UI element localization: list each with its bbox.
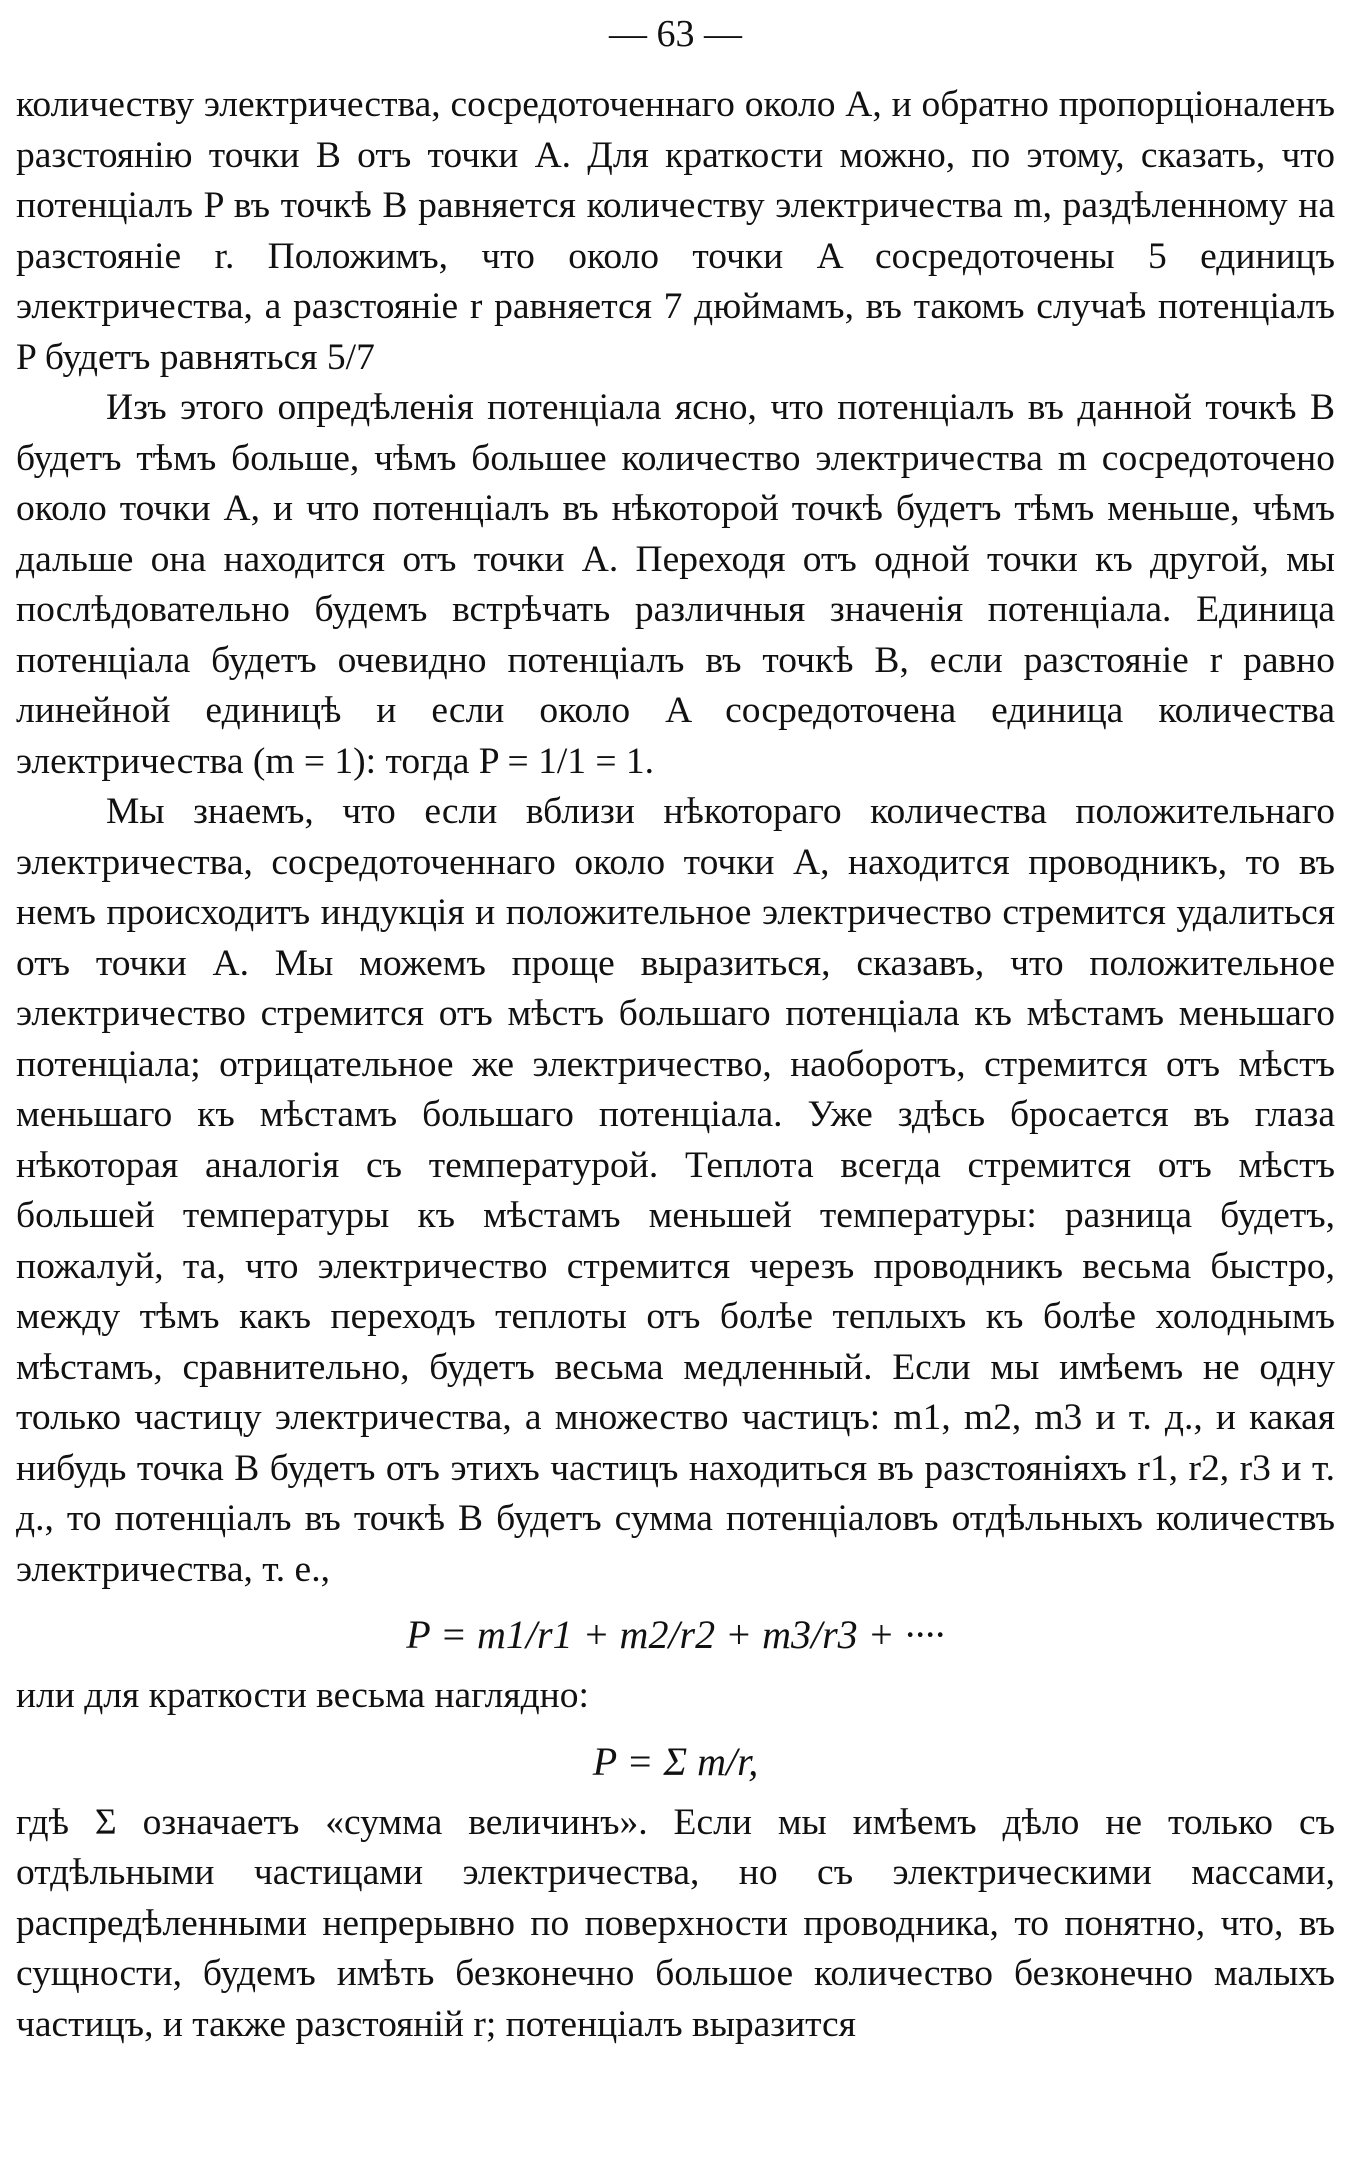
paragraph-4: или для краткости весьма наглядно: (16, 1675, 589, 1716)
formula-potential-sum: P = m1/r1 + m2/r2 + m3/r3 + ···· (406, 1612, 945, 1657)
paragraph-1: количеству электричества, сосредоточеннаго около A, и обратно пропорціоналенъ разстоянію точки B отъ точки A. Для краткости можно, по этому, сказать, что потенціалъ P въ точкѣ B равняется количеству электричества m, раздѣленному на разстояніе r. Положимъ, что около точки A сосредоточены 5 единицъ электричества, а разстояніе r равняется 7 дюймамъ, въ такомъ случаѣ потенціалъ P будетъ равняться 5/7 (16, 84, 1335, 378)
formula-sigma: P = Σ m/r, (592, 1738, 759, 1784)
paragraph-3: Мы знаемъ, что если вблизи нѣкотораго количества положительнаго электричества, сосредоточеннаго около точки A, находится проводникъ, то въ немъ происходитъ индукція и положительное электричество стремится удалиться отъ точки A. Мы можемъ проще выразиться, сказавъ, что положительное электричество стремится отъ мѣстъ большаго потенціала къ мѣстамъ меньшаго потенціала; отрицательное же электричество, наоборотъ, стремится отъ мѣстъ меньшаго къ мѣстамъ большаго потенціала. Уже здѣсь бросается въ глаза нѣкоторая аналогія съ температурой. Теплота всегда стремится отъ мѣстъ большей температуры къ мѣстамъ меньшей температуры: разница будетъ, пожалуй, та, что электричество стремится черезъ проводникъ весьма быстро, между тѣмъ какъ переходъ теплоты отъ болѣе теплыхъ къ болѣе холоднымъ мѣстамъ, сравнительно, будетъ весьма медленный. Если мы имѣемъ не одну только частицу электричества, а множество частицъ: m1, m2, m3 и т. д., и какая нибудь точка B будетъ отъ этихъ частицъ находиться въ разстояніяхъ r1, r2, r3 и т. д., то потенціалъ въ точкѣ B будетъ сумма потенціаловъ отдѣльныхъ количествъ электричества, т. е., (16, 791, 1335, 1590)
paragraph-5: гдѣ Σ означаетъ «сумма величинъ». Если мы имѣемъ дѣло не только съ отдѣльными частицами электричества, но съ электрическими массами, распредѣленными непрерывно по поверхности проводника, то понятно, что, въ сущности, будемъ имѣть безконечно большое количество безконечно малыхъ частицъ, и также разстояній r; потенціалъ выразится (16, 1801, 1335, 2045)
page-number: — 63 — (609, 13, 742, 55)
paragraph-2: Изъ этого опредѣленія потенціала ясно, что потенціалъ въ данной точкѣ B будетъ тѣмъ больше, чѣмъ большее количество электричества m сосредоточено около точки A, и что потенціалъ въ нѣкоторой точкѣ будетъ тѣмъ меньше, чѣмъ дальше она находится отъ точки A. Переходя отъ одной точки къ другой, мы послѣдовательно будемъ встрѣчать различныя значенія потенціала. Единица потенціала будетъ очевидно потенціалъ въ точкѣ B, если разстояніе r равно линейной единицѣ и если около A сосредоточена единица количества электричества (m = 1): тогда P = 1/1 = 1. (16, 387, 1335, 782)
page-body (16, 80, 1335, 2050)
